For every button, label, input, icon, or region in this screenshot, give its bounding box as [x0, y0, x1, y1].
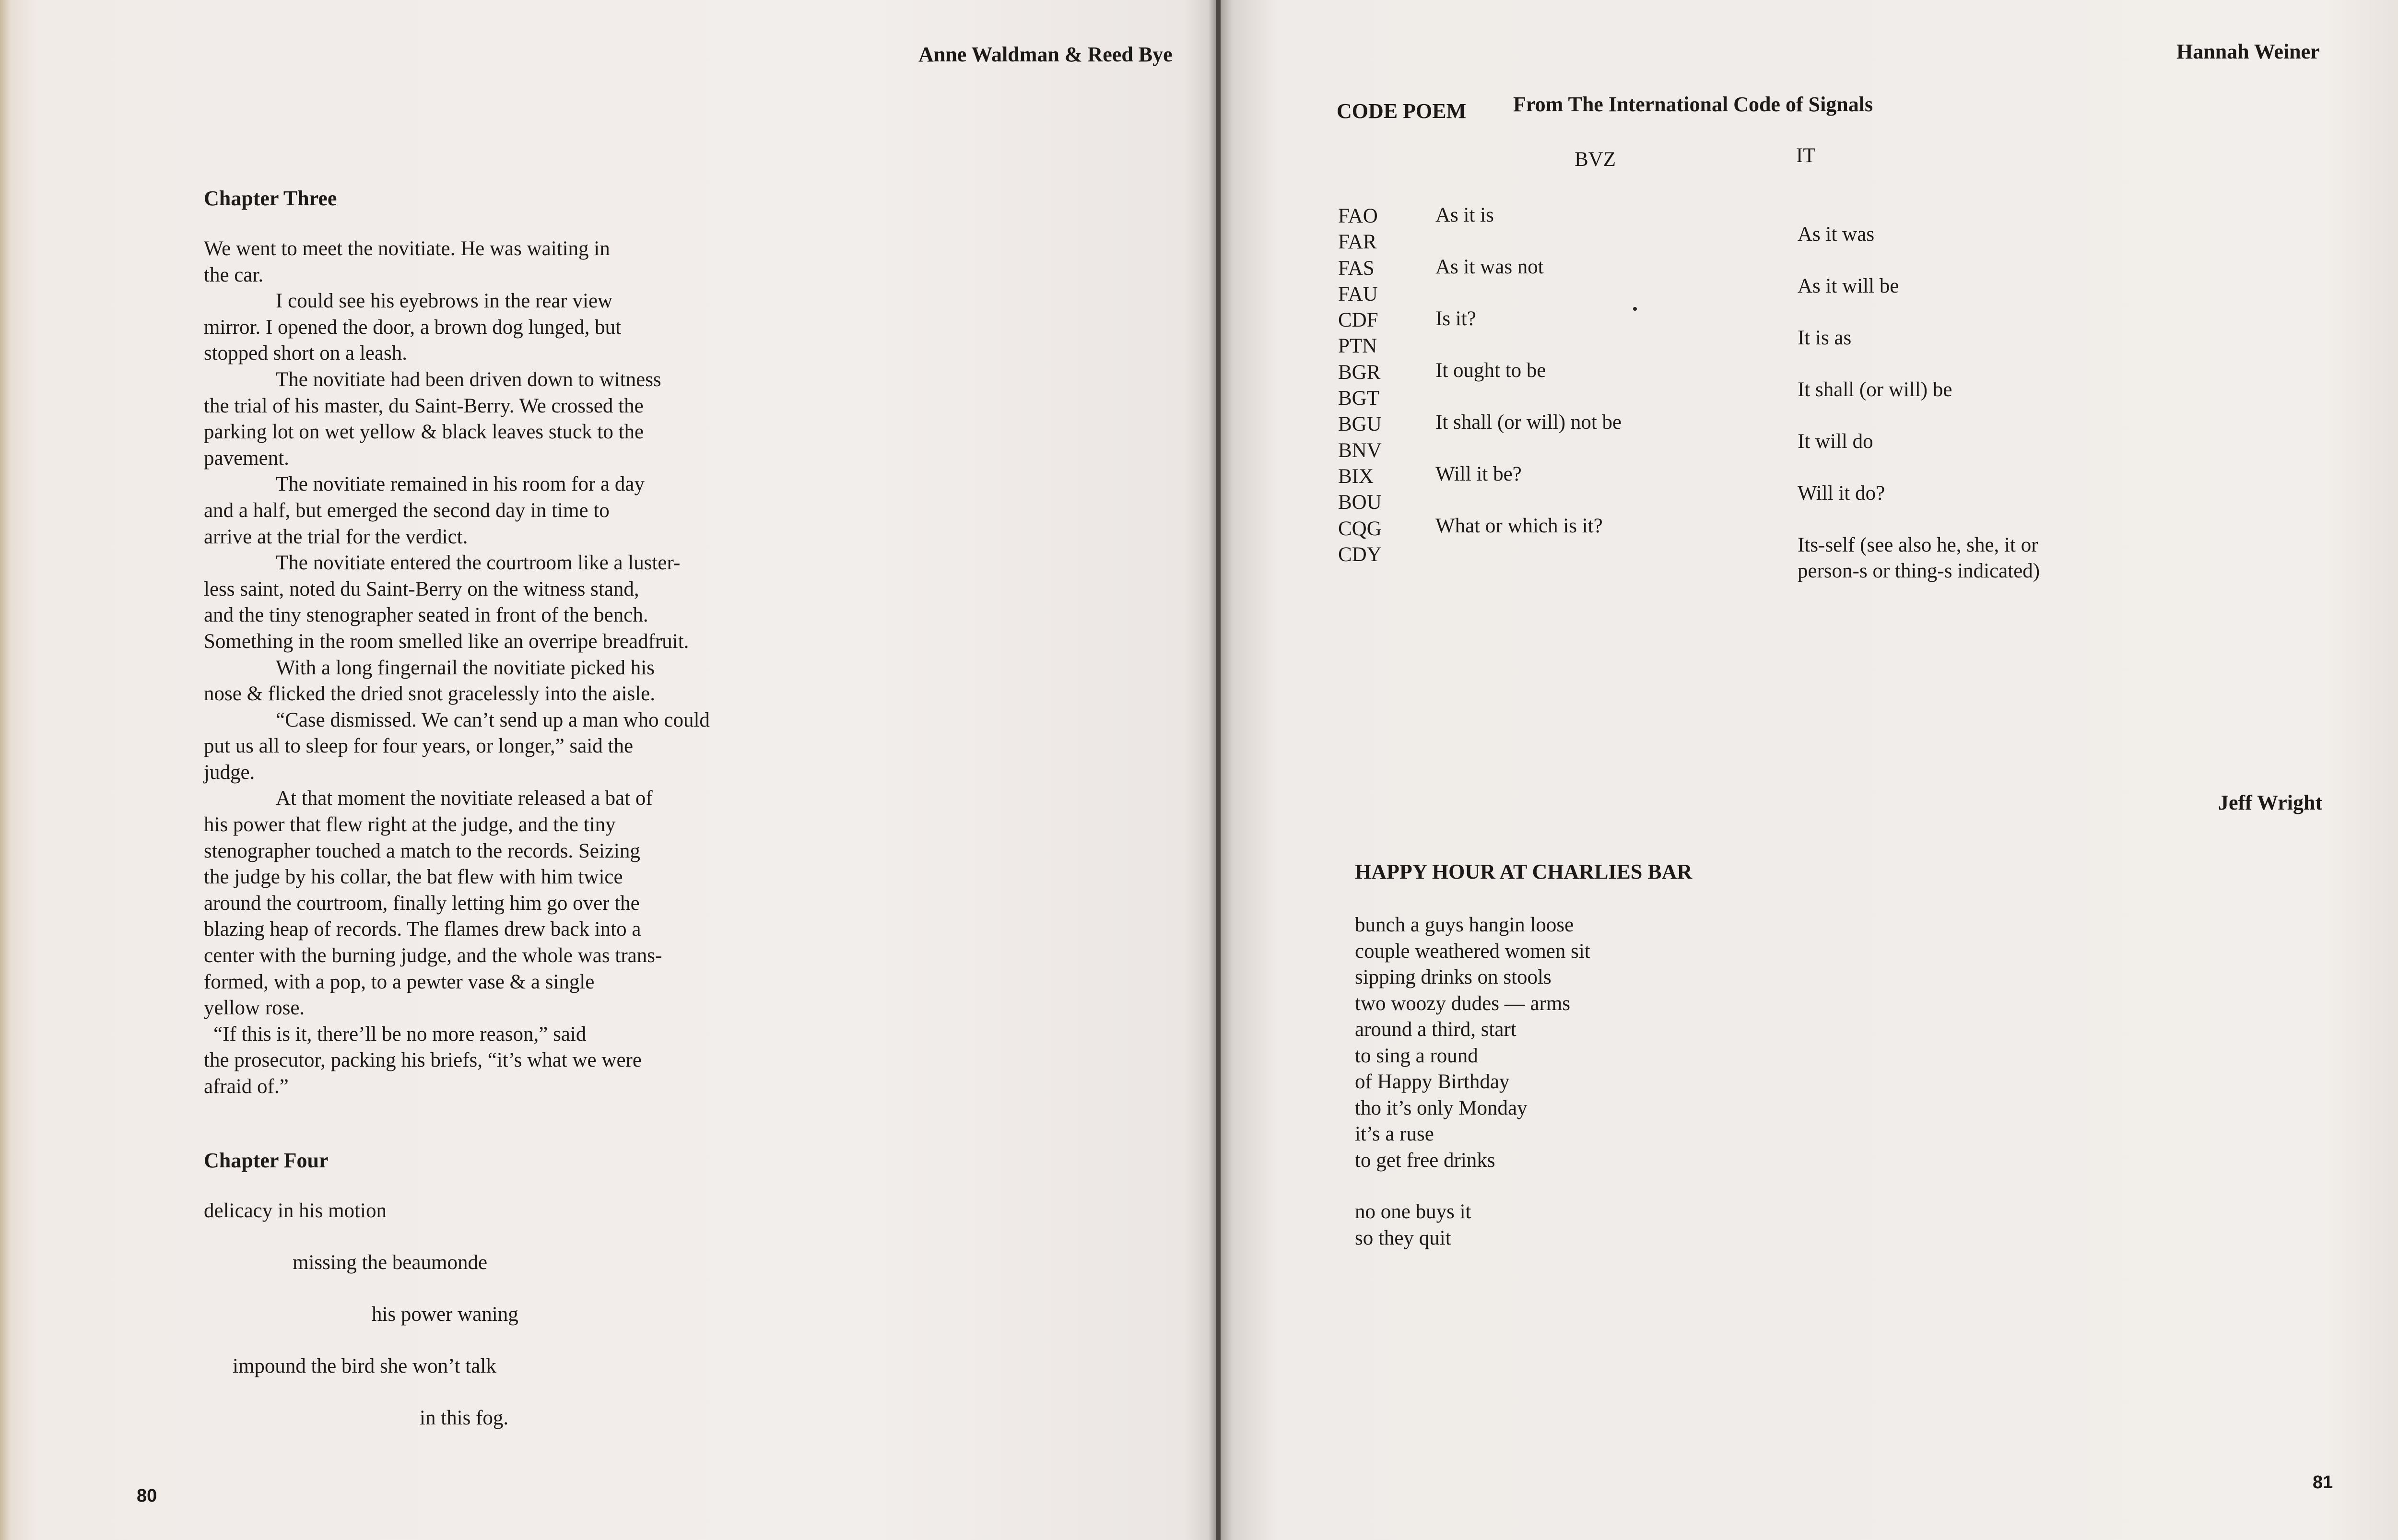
prose-line: his power that flew right at the judge, and the tiny	[204, 813, 616, 836]
signal-code: FAU	[1338, 282, 1378, 306]
prose-line: arrive at the trial for the verdict.	[204, 525, 468, 548]
prose-line: less saint, noted du Saint-Berry on the witness stand,	[204, 577, 639, 600]
signal-meaning: As it was	[1798, 223, 1875, 246]
prose-line: center with the burning judge, and the whole was trans-	[204, 944, 662, 967]
signal-meaning: As it will be	[1798, 275, 1899, 297]
chapter-four-line: delicacy in his motion	[204, 1199, 387, 1222]
prose-line: the judge by his collar, the bat flew with him twice	[204, 866, 623, 889]
signal-code: PTN	[1338, 335, 1377, 358]
right-running-header: Hannah Weiner	[2176, 40, 2320, 63]
signal-code: FAR	[1338, 231, 1377, 254]
prose-line: the car.	[204, 263, 264, 286]
prose-line: the prosecutor, packing his briefs, “it’s what we were	[204, 1049, 642, 1072]
verse-line: it’s a ruse	[1355, 1123, 1434, 1145]
prose-line: “If this is it, there’ll be no more reason,” said	[213, 1023, 587, 1046]
prose-line: With a long fingernail the novitiate picked his	[276, 656, 655, 679]
prose-line: mirror. I opened the door, a brown dog lunged, but	[204, 316, 622, 339]
signal-meaning: What or which is it?	[1435, 515, 1603, 537]
chapter-four-heading: Chapter Four	[204, 1149, 329, 1172]
signal-code: BGR	[1338, 361, 1381, 384]
prose-line: blazing heap of records. The flames drew back into a	[204, 918, 641, 941]
code-poem-title: CODE POEM	[1337, 99, 1467, 123]
prose-line: judge.	[204, 761, 255, 784]
prose-line: put us all to sleep for four years, or longer,” said the	[204, 735, 634, 758]
prose-line: and a half, but emerged the second day in time to	[204, 499, 610, 522]
signal-meaning: It shall (or will) not be	[1435, 411, 1622, 434]
right-page-number: 81	[2313, 1472, 2333, 1493]
verse-line: sipping drinks on stools	[1355, 966, 1552, 988]
prose-line: We went to meet the novitiate. He was waiting in	[204, 237, 610, 260]
verse-line: couple weathered women sit	[1355, 940, 1590, 963]
prose-line: “Case dismissed. We can’t send up a man who could	[276, 708, 710, 731]
happy-hour-title: HAPPY HOUR AT CHARLIES BAR	[1355, 860, 1693, 883]
signal-meaning: It will do	[1798, 430, 1873, 453]
signal-code: BIX	[1338, 465, 1374, 488]
prose-line: afraid of.”	[204, 1075, 289, 1098]
signal-meaning: Is it?	[1435, 307, 1476, 330]
signal-code: CDY	[1338, 543, 1382, 566]
second-author-name: Jeff Wright	[2218, 791, 2323, 814]
signal-meaning: As it is	[1435, 204, 1494, 226]
left-page-number: 80	[137, 1486, 157, 1506]
verse-line: so they quit	[1355, 1226, 1451, 1249]
prose-line: stopped short on a leash.	[204, 342, 407, 365]
code-poem-subtitle: From The International Code of Signals	[1513, 93, 1873, 116]
signal-code: FAS	[1338, 257, 1375, 280]
verse-line: tho it’s only Monday	[1355, 1096, 1528, 1119]
prose-line: pavement.	[204, 447, 289, 470]
prose-line: the trial of his master, du Saint-Berry. We crossed the	[204, 394, 644, 417]
verse-line: bunch a guys hangin loose	[1355, 914, 1574, 936]
prose-line: Something in the room smelled like an overripe breadfruit.	[204, 630, 689, 653]
verse-line: of Happy Birthday	[1355, 1070, 1510, 1093]
chapter-three-text	[204, 236, 710, 1100]
chapter-four-line: his power waning	[372, 1303, 518, 1326]
signal-code: CDF	[1338, 309, 1378, 332]
signal-meaning: It ought to be	[1435, 359, 1546, 382]
verse-line: to get free drinks	[1355, 1149, 1495, 1172]
signal-meaning: As it was not	[1435, 256, 1544, 278]
prose-line: and the tiny stenographer seated in front of the bench.	[204, 604, 648, 627]
prose-line: The novitiate had been driven down to witness	[276, 368, 661, 391]
signal-code: BOU	[1338, 491, 1382, 514]
code-column-header: BVZ	[1575, 148, 1616, 171]
signal-code: CQG	[1338, 517, 1382, 540]
chapter-four-line: missing the beaumonde	[293, 1251, 488, 1274]
signal-code-column	[1338, 203, 1382, 568]
prose-line: The novitiate remained in his room for a day	[276, 473, 645, 496]
signal-code: FAO	[1338, 205, 1378, 227]
happy-hour-stanza-2	[1355, 1199, 1471, 1251]
chapter-three-heading: Chapter Three	[204, 187, 337, 210]
signal-meaning: Its-self (see also he, she, it or	[1798, 534, 2038, 556]
signal-meaning: person-s or thing-s indicated)	[1798, 560, 2040, 582]
signal-code: BGU	[1338, 413, 1382, 436]
prose-line: formed, with a pop, to a pewter vase & a single	[204, 970, 595, 993]
prose-line: parking lot on wet yellow & black leaves stuck to the	[204, 421, 644, 444]
book-gutter	[1216, 0, 1221, 1540]
signal-meaning: It shall (or will) be	[1798, 378, 1952, 401]
happy-hour-stanza-1	[1355, 912, 1590, 1174]
prose-line: I could see his eyebrows in the rear view	[276, 290, 613, 313]
prose-line: The novitiate entered the courtroom like a luster-	[276, 552, 681, 575]
left-running-header: Anne Waldman & Reed Bye	[918, 43, 1173, 66]
prose-line: nose & flicked the dried snot gracelessly into the aisle.	[204, 682, 655, 705]
signal-meaning: It is as	[1798, 327, 1852, 349]
verse-line: no one buys it	[1355, 1200, 1471, 1223]
chapter-four-line: in this fog.	[420, 1407, 509, 1429]
verse-line: to sing a round	[1355, 1044, 1478, 1067]
signal-code: BNV	[1338, 439, 1382, 462]
prose-line: around the courtroom, finally letting him go over the	[204, 892, 640, 915]
signal-meaning: Will it be?	[1435, 463, 1522, 485]
prose-line: yellow rose.	[204, 997, 305, 1020]
ink-speck	[1633, 307, 1637, 311]
verse-line: two woozy dudes — arms	[1355, 992, 1571, 1015]
code-column-header: IT	[1796, 144, 1816, 167]
verse-line: around a third, start	[1355, 1018, 1516, 1041]
right-page	[1221, 0, 2398, 1540]
prose-line: At that moment the novitiate released a bat of	[276, 787, 653, 810]
signal-code: BGT	[1338, 387, 1379, 410]
signal-meaning: Will it do?	[1798, 482, 1885, 505]
chapter-four-line: impound the bird she won’t talk	[233, 1355, 496, 1377]
prose-line: stenographer touched a match to the records. Seizing	[204, 839, 640, 862]
